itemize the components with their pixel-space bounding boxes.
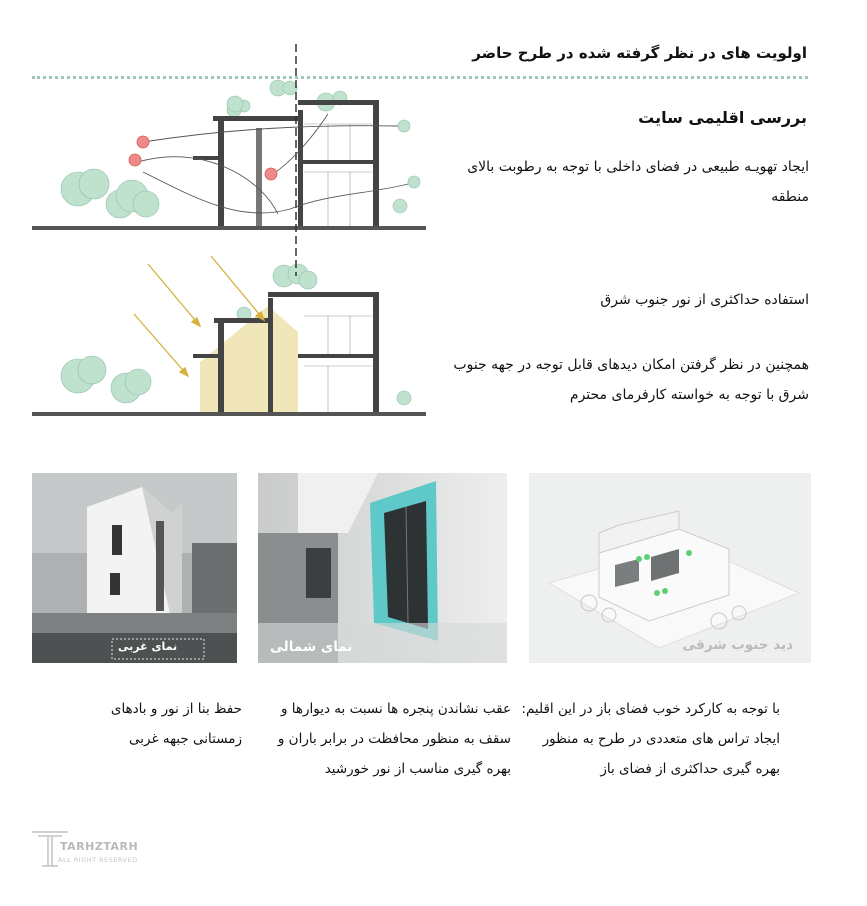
logo-name: TARHZTARH: [60, 840, 139, 853]
ventilation-paragraph: ایجاد تهویـه طبیعی در فضای داخلی با توجه به رطوبت بالای منطقه: [467, 159, 809, 205]
north-facade-photo: [258, 473, 507, 663]
view-paragraph: همچنین در نظر گرفتن امکان دیدهای قابل توجه در جهه جنوب شرق با توجه به خواسته کارفرمای محترم: [453, 357, 809, 403]
west-facade-photo: [32, 473, 237, 663]
caption-north: عقب نشاندن پنجره ها نسبت به دیوارها و سقف به منظور محافظت در برابر باران و بهره گیری مناسب از نور خورشید: [277, 701, 511, 777]
photo-label-west: نمای غربی: [118, 640, 178, 653]
sunlight-section-diagram: [28, 236, 428, 422]
light-paragraph: استفاده حداکثری از نور جنوب شرق: [600, 292, 809, 308]
page-title: اولویت های در نظر گرفته شده در طرح حاضر: [472, 44, 807, 62]
ventilation-section-diagram: [28, 44, 428, 236]
photo-label-southeast: دید جنوب شرقی: [682, 637, 793, 653]
caption-west: حفظ بنا از نور و بادهای زمستانی جبهه غربی: [110, 701, 242, 747]
southeast-view-photo: [529, 473, 811, 663]
tarhztarh-logo: [30, 826, 190, 876]
photo-label-north: نمای شمالی: [270, 639, 353, 655]
section-title: بررسی اقلیمی سایت: [638, 108, 807, 127]
caption-southeast: با توجه به کارکرد خوب فضای باز در این اقلیم: ایجاد تراس های متعددی در طرح به منظور بهره گیری حداکثری از فضای باز: [521, 701, 780, 777]
logo-subtitle: ALL RIGHT RESERVED: [58, 856, 138, 864]
